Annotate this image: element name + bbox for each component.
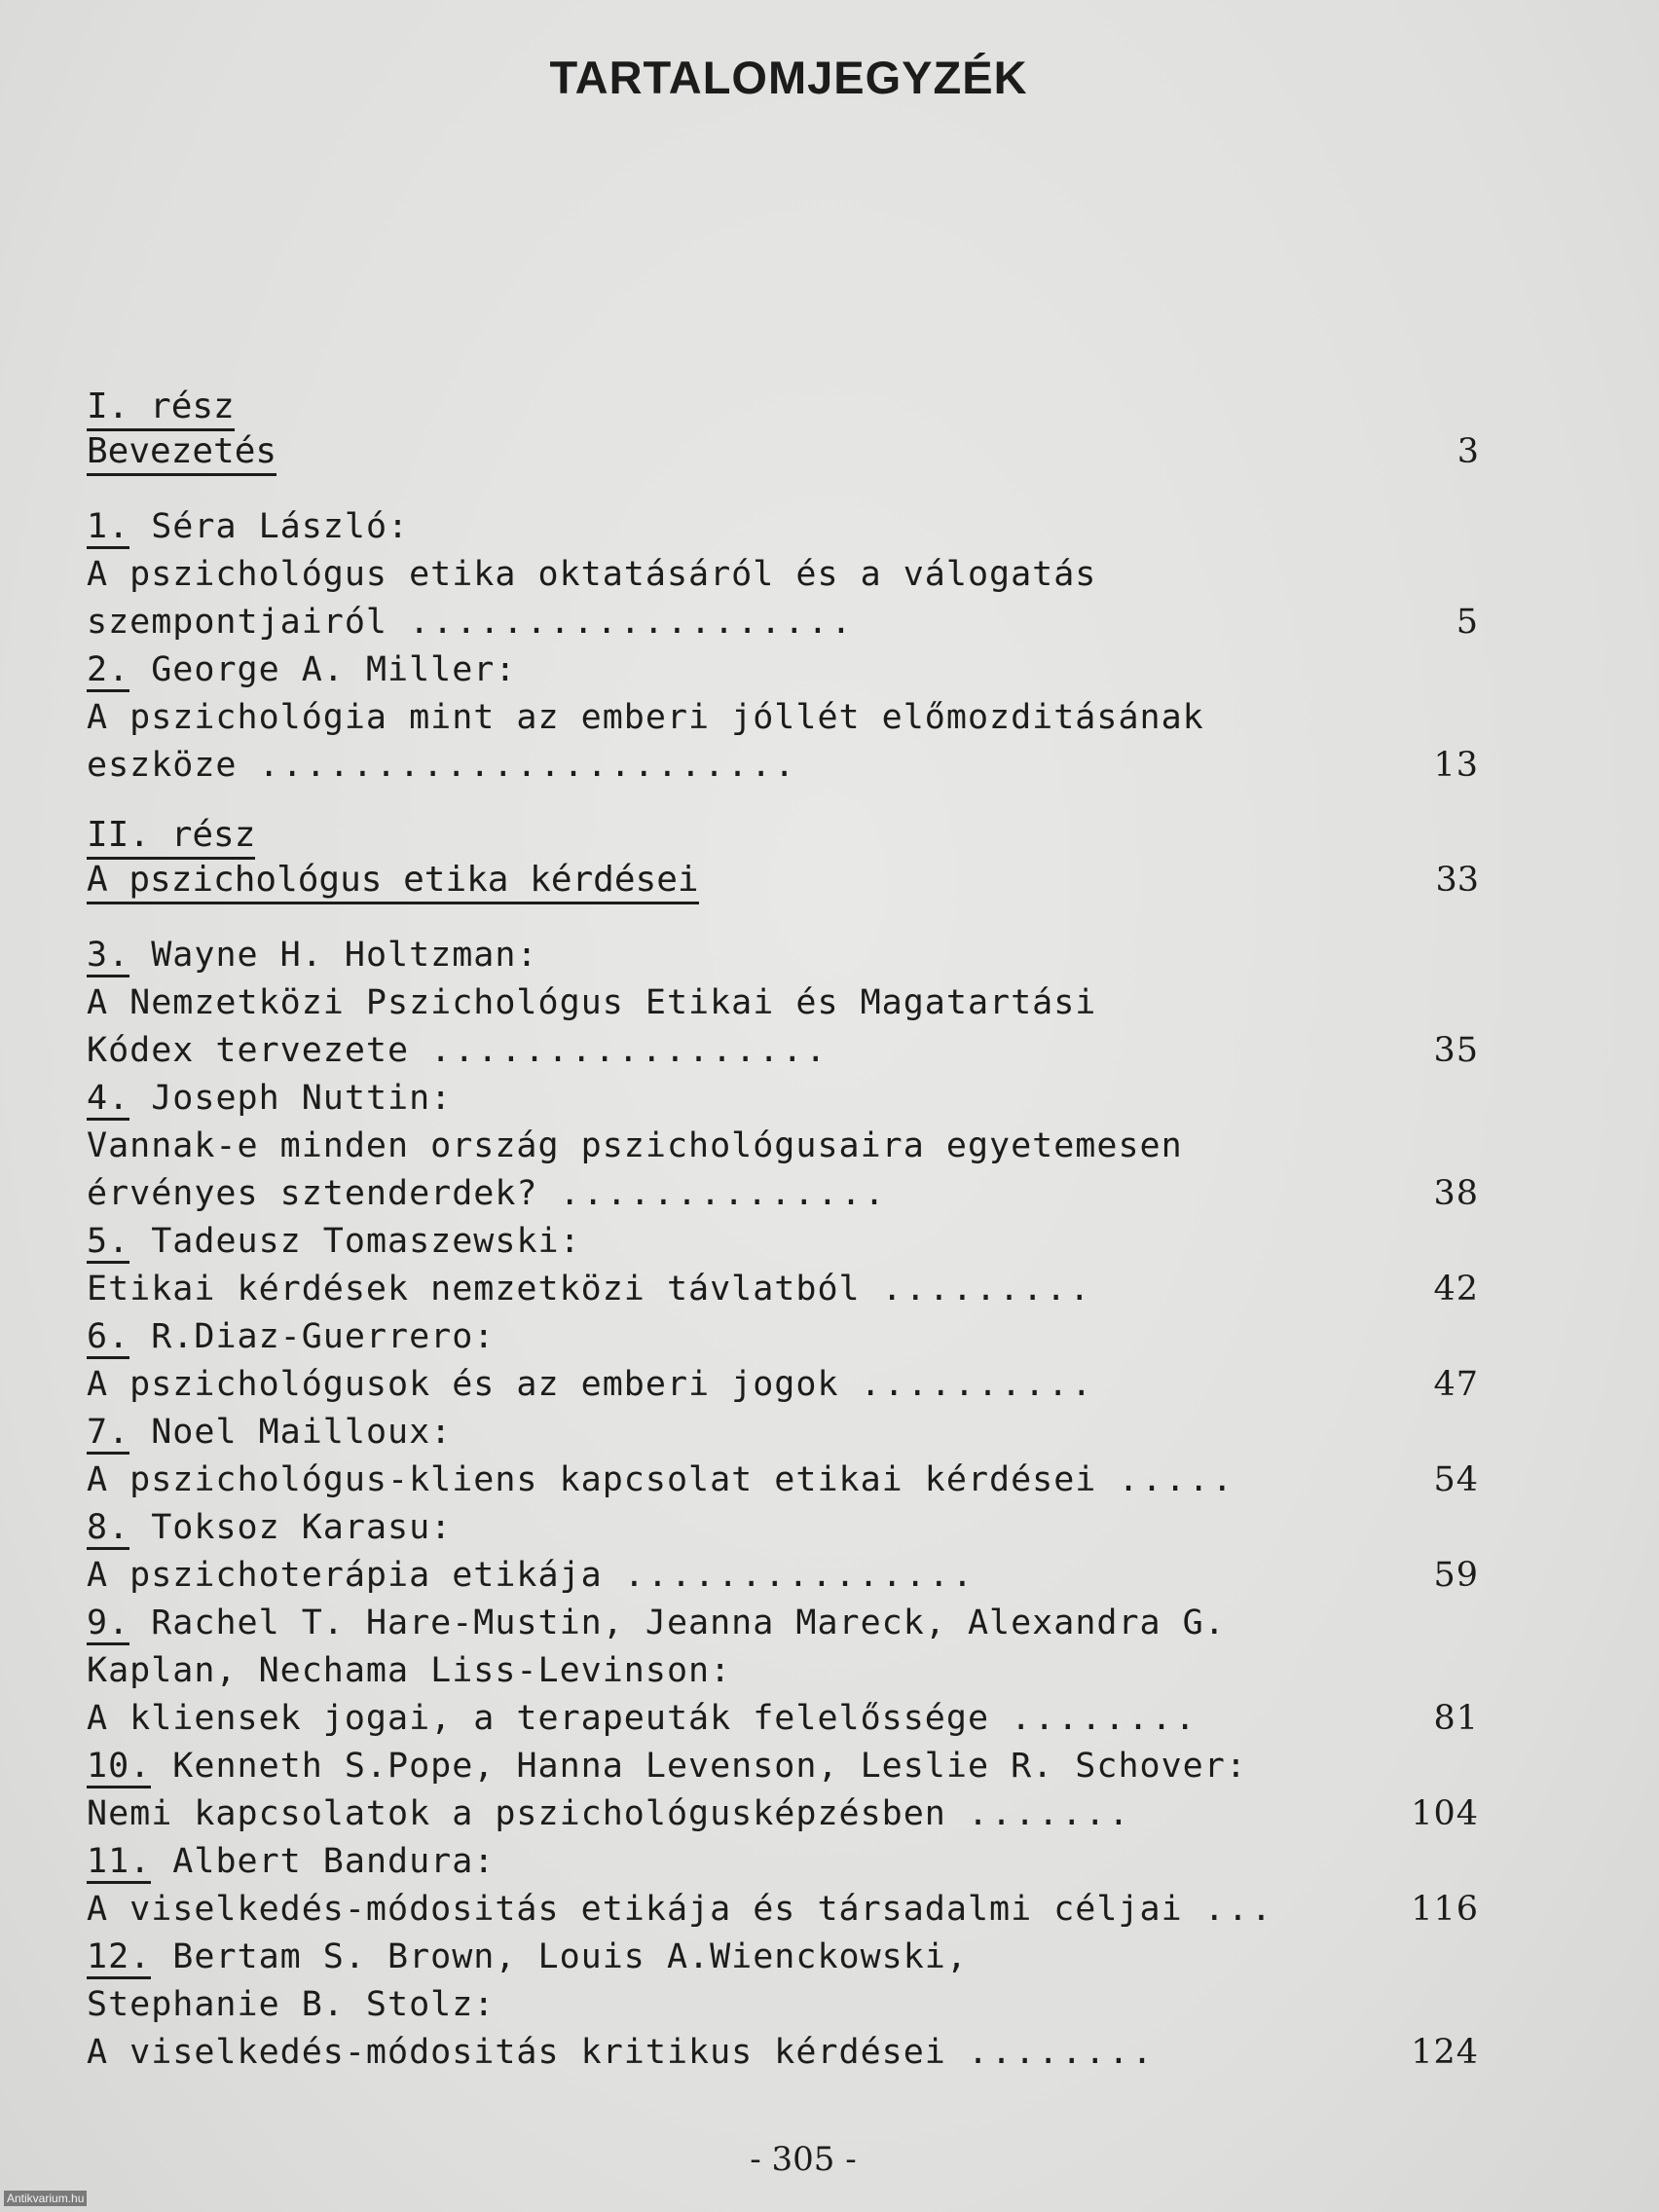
table-of-contents (87, 385, 1479, 2077)
entry-title-line: Kaplan, Nechama Liss-Levinson: (87, 1651, 732, 1690)
entry-title-line: Stephanie B. Stolz: (87, 1985, 496, 2024)
page-number: 13 (1433, 746, 1479, 785)
part-title: Bevezetés (87, 431, 276, 476)
entry-number: 11. (87, 1842, 151, 1884)
entry-title-line: A kliensek jogai, a terapeuták felelőssége (87, 1699, 990, 1738)
page-title: TARTALOMJEGYZÉK (549, 52, 1028, 103)
toc-entry: 11. Albert Bandura: A viselkedés-módositás etikája és társadalmi céljai ... 116 (87, 1838, 1479, 1934)
entry-author: Tadeusz Tomaszewski: (151, 1222, 581, 1261)
toc-entry: 9. Rachel T. Hare-Mustin, Jeanna Mareck, Alexandra G. Kaplan, Nechama Liss-Levinson: A kliensek jogai, a terapeuták felelőssége ........ 81 (87, 1600, 1479, 1743)
toc-entry: 1. Séra László: A pszichológus etika oktatásáról és a válogatás szempontjairól ................... 5 (87, 503, 1479, 646)
entry-author: George A. Miller: (151, 650, 517, 689)
toc-entry: 12. Bertam S. Brown, Louis A.Wienckowski, Stephanie B. Stolz: A viselkedés-módositás kritikus kérdései ........ 124 (87, 1934, 1479, 2077)
entry-number: 1. (87, 507, 129, 549)
entry-author: Séra László: (151, 507, 410, 546)
entry-number: 9. (87, 1604, 129, 1645)
folio-page-number: - 305 - (750, 2140, 857, 2179)
entry-title-line: A pszichológus-kliens kapcsolat etikai kérdései (87, 1460, 1097, 1499)
page-number: 42 (1433, 1270, 1479, 1309)
toc-entry: 7. Noel Mailloux: A pszichológus-kliens kapcsolat etikai kérdései ..... 54 (87, 1409, 1479, 1504)
page-number: 47 (1433, 1365, 1479, 1404)
entry-number: 6. (87, 1317, 129, 1359)
part-title: A pszichológus etika kérdései (87, 860, 699, 904)
entry-title-line: Etikai kérdések nemzetközi távlatból (87, 1270, 861, 1309)
entry-author: Joseph Nuttin: (151, 1079, 453, 1118)
entry-author: Rachel T. Hare-Mustin, Jeanna Mareck, Alexandra G. (151, 1604, 1226, 1642)
entry-author: Toksoz Karasu: (151, 1508, 453, 1547)
entry-number: 3. (87, 936, 129, 977)
entry-author: Bertam S. Brown, Louis A.Wienckowski, (172, 1937, 968, 1976)
entry-author: Kenneth S.Pope, Hanna Levenson, Leslie R. Schover: (172, 1747, 1247, 1786)
entry-title-line: Nemi kapcsolatok a pszichológusképzésben (87, 1794, 946, 1833)
entry-title-line: A Nemzetközi Pszichológus Etikai és Magatartási (87, 983, 1097, 1022)
page-number: 124 (1411, 2033, 1479, 2072)
entry-title-line: A pszichológus etika oktatásáról és a válogatás (87, 555, 1097, 594)
page-number: 33 (1435, 861, 1479, 900)
entry-number: 2. (87, 650, 129, 692)
toc-entry: 4. Joseph Nuttin: Vannak-e minden ország pszichológusaira egyetemesen érvényes sztenderdek? .............. 38 (87, 1075, 1479, 1218)
entry-number: 4. (87, 1079, 129, 1121)
part-1 (87, 385, 1479, 474)
page-number: 54 (1433, 1460, 1479, 1499)
entry-title-line: eszköze (87, 746, 238, 785)
toc-entry: 5. Tadeusz Tomaszewski: Etikai kérdések nemzetközi távlatból ......... 42 (87, 1218, 1479, 1313)
toc-entry: 3. Wayne H. Holtzman: A Nemzetközi Pszichológus Etikai és Magatartási Kódex tervezete ................. 35 (87, 932, 1479, 1075)
toc-entry: 6. R.Diaz-Guerrero: A pszichológusok és az emberi jogok .......... 47 (87, 1313, 1479, 1409)
page-number: 35 (1433, 1031, 1479, 1070)
entry-title-line: A pszichológia mint az emberi jóllét előmozditásának (87, 698, 1204, 737)
entry-title-line: érvényes sztenderdek? (87, 1174, 538, 1213)
entry-title-line: A viselkedés-módositás etikája és társadalmi céljai (87, 1890, 1183, 1929)
entry-number: 7. (87, 1413, 129, 1455)
toc-entry: 2. George A. Miller: A pszichológia mint az emberi jóllét előmozditásának eszköze ....................... 13 (87, 646, 1479, 790)
entry-author: R.Diaz-Guerrero: (151, 1317, 496, 1356)
page-number: 59 (1433, 1556, 1479, 1595)
page-number: 116 (1411, 1890, 1479, 1929)
entry-title-line: A pszichoterápia etikája (87, 1556, 603, 1595)
part-label: II. rész (87, 815, 255, 860)
entry-number: 12. (87, 1937, 151, 1979)
entry-number: 5. (87, 1222, 129, 1264)
entry-title-line: A pszichológusok és az emberi jogok (87, 1365, 839, 1404)
entry-author: Wayne H. Holtzman: (151, 936, 538, 975)
page-number: 38 (1433, 1174, 1479, 1213)
entry-title-line: Kódex tervezete (87, 1031, 410, 1070)
toc-entry: 8. Toksoz Karasu: A pszichoterápia etikája ............... 59 (87, 1504, 1479, 1600)
page-number: 3 (1456, 432, 1479, 471)
entry-author: Noel Mailloux: (151, 1413, 453, 1452)
entry-number: 10. (87, 1747, 151, 1788)
page-number: 81 (1433, 1699, 1479, 1738)
page-number: 5 (1456, 603, 1479, 642)
page-number: 104 (1411, 1794, 1479, 1833)
entry-author: Albert Bandura: (172, 1842, 496, 1881)
entry-number: 8. (87, 1508, 129, 1550)
entry-title-line: szempontjairól (87, 603, 388, 642)
part-2 (87, 813, 1479, 903)
part-label: I. rész (87, 387, 235, 431)
entry-title-line: A viselkedés-módositás kritikus kérdései (87, 2033, 946, 2072)
watermark: Antikvarium.hu (4, 2191, 87, 2206)
toc-entry: 10. Kenneth S.Pope, Hanna Levenson, Leslie R. Schover: Nemi kapcsolatok a pszichológusképzésben ....... 104 (87, 1743, 1479, 1838)
entry-title-line: Vannak-e minden ország pszichológusaira egyetemesen (87, 1126, 1183, 1165)
